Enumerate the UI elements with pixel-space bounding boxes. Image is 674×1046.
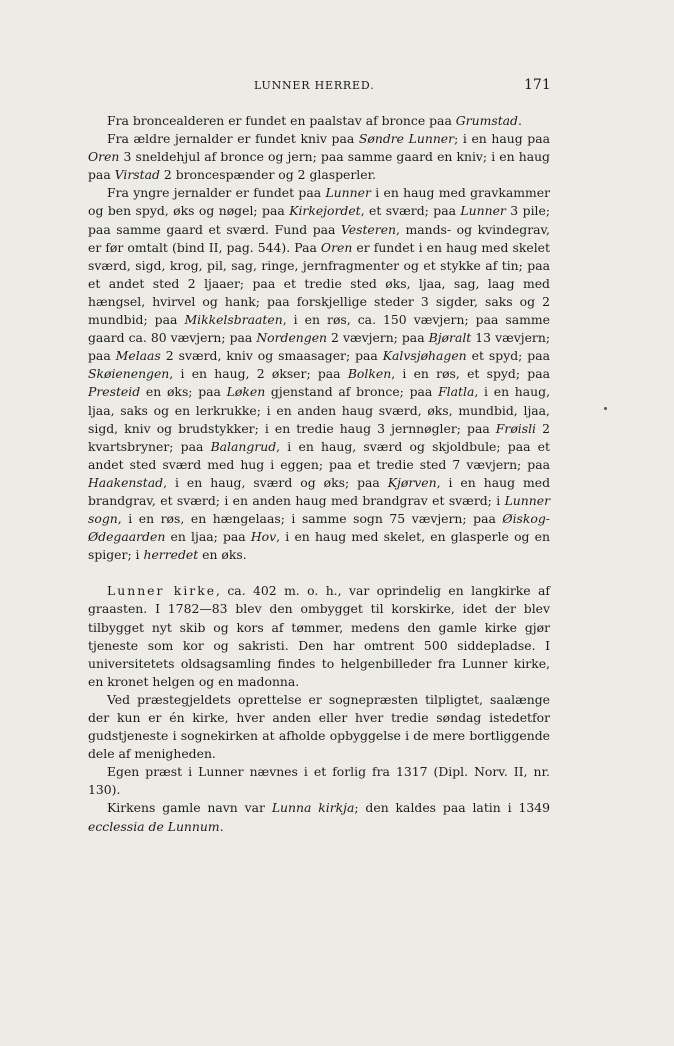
running-head bbox=[0, 79, 674, 99]
paragraph-parish-duty: Ved præstegjeldets oprettelse er sognepræsten tilpligtet, saalænge der kun er én kirke, hver anden eller hver tredie søndag istedetfor gudstjeneste i sognekirken at afholde opbyggelse i de mere bortliggende dele af menigheden. bbox=[88, 691, 550, 762]
paragraph-older-iron-age: Fra ældre jernalder er fundet kniv paa Søndre Lunner; i en haug paa Oren 3 sneldehjul af bronce og jern; paa samme gaard en kniv; i en haug paa Virstad 2 broncespænder og 2 glasperler. bbox=[88, 131, 550, 183]
paragraph-old-name: Kirkens gamle navn var Lunna kirkja; den kaldes paa latin i 1349 ecclessia de Lunnum. bbox=[88, 800, 550, 834]
page-number: 171 bbox=[524, 77, 551, 93]
paragraph-younger-iron-age: Fra yngre jernalder er fundet paa Lunner i en haug med gravkammer og ben spyd, øks og nøgel; paa Kirkejordet, et sværd; paa Lunner 3 pile; paa samme gaard et sværd. Fund paa Vesteren, mands- og kvindegrav, er før omtalt (bind II, pag. 544). Paa Oren er fundet i en haug med skelet sværd, sigd, krog, pil, sag, ringe, jernfragmenter og et stykke af tin; paa et andet sted 2 ljaaer; paa et tredie sted øks, ljaa, sag, laag med hængsel, hvirvel og hank; paa forskjellige steder 3 sigder, saks og 2 mundbid; paa Mikkelsbraaten, i en røs, ca. 150 vævjern; paa samme gaard ca. 80 vævjern; paa Nordengen 2 vævjern; paa Bjøralt 13 vævjern; paa Melaas 2 sværd, kniv og smaasager; paa Kalvsjøhagen et spyd; paa Skøienengen, i en haug, 2 økser; paa Bolken, i en røs, et spyd; paa Presteid en øks; paa Løken gjenstand af bronce; paa Flatla, i en haug, ljaa, saks og en lerkrukke; i en anden haug sværd, øks, mundbid, ljaa, sigd, kniv og brudstykker; i en tredie haug 3 jernnøgler; paa Frøisli 2 kvartsbryner; paa Balangrud, i en haug, sværd og skjoldbule; paa et andet sted sværd med hug i eggen; paa et tredie sted 7 vævjern; paa Haakenstad, i en haug, sværd og øks; paa Kjørven, i en haug med brandgrav, et sværd; i en anden haug med brandgrav et sværd; i Lunner sogn, i en røs, en hængelaas; i samme sogn 75 vævjern; paa Øiskog-Ødegaarden en ljaa; paa Hov, i en haug med skelet, en glasperle og en spiger; i herredet en øks. bbox=[88, 185, 551, 563]
paragraph-bronze-age: Fra broncealderen er fundet en paalstav af bronce paa Grumstad. bbox=[107, 113, 522, 128]
church-heading: Lunner kirke bbox=[107, 583, 217, 599]
running-head-title: LUNNER HERRED. bbox=[254, 79, 375, 92]
body-text bbox=[88, 112, 550, 836]
paragraph-church: Lunner kirke, ca. 402 m. o. h., var oprindelig en langkirke af graasten. I 1782—83 blev den ombygget til korskirke, idet der blev tilbygget nyt skib og kors af tømmer, medens den gamle kirke gjør tjeneste som kor og sakristi. Den har omtrent 500 siddepladse. I universitetets oldsagsamling findes to helgenbilleder fra Lunner kirke, en kronet helgen og en madonna. bbox=[88, 583, 550, 689]
paragraph-own-priest: Egen præst i Lunner nævnes i et forlig fra 1317 (Dipl. Norv. II, nr. 130). bbox=[88, 764, 550, 798]
margin-mark bbox=[604, 407, 607, 410]
